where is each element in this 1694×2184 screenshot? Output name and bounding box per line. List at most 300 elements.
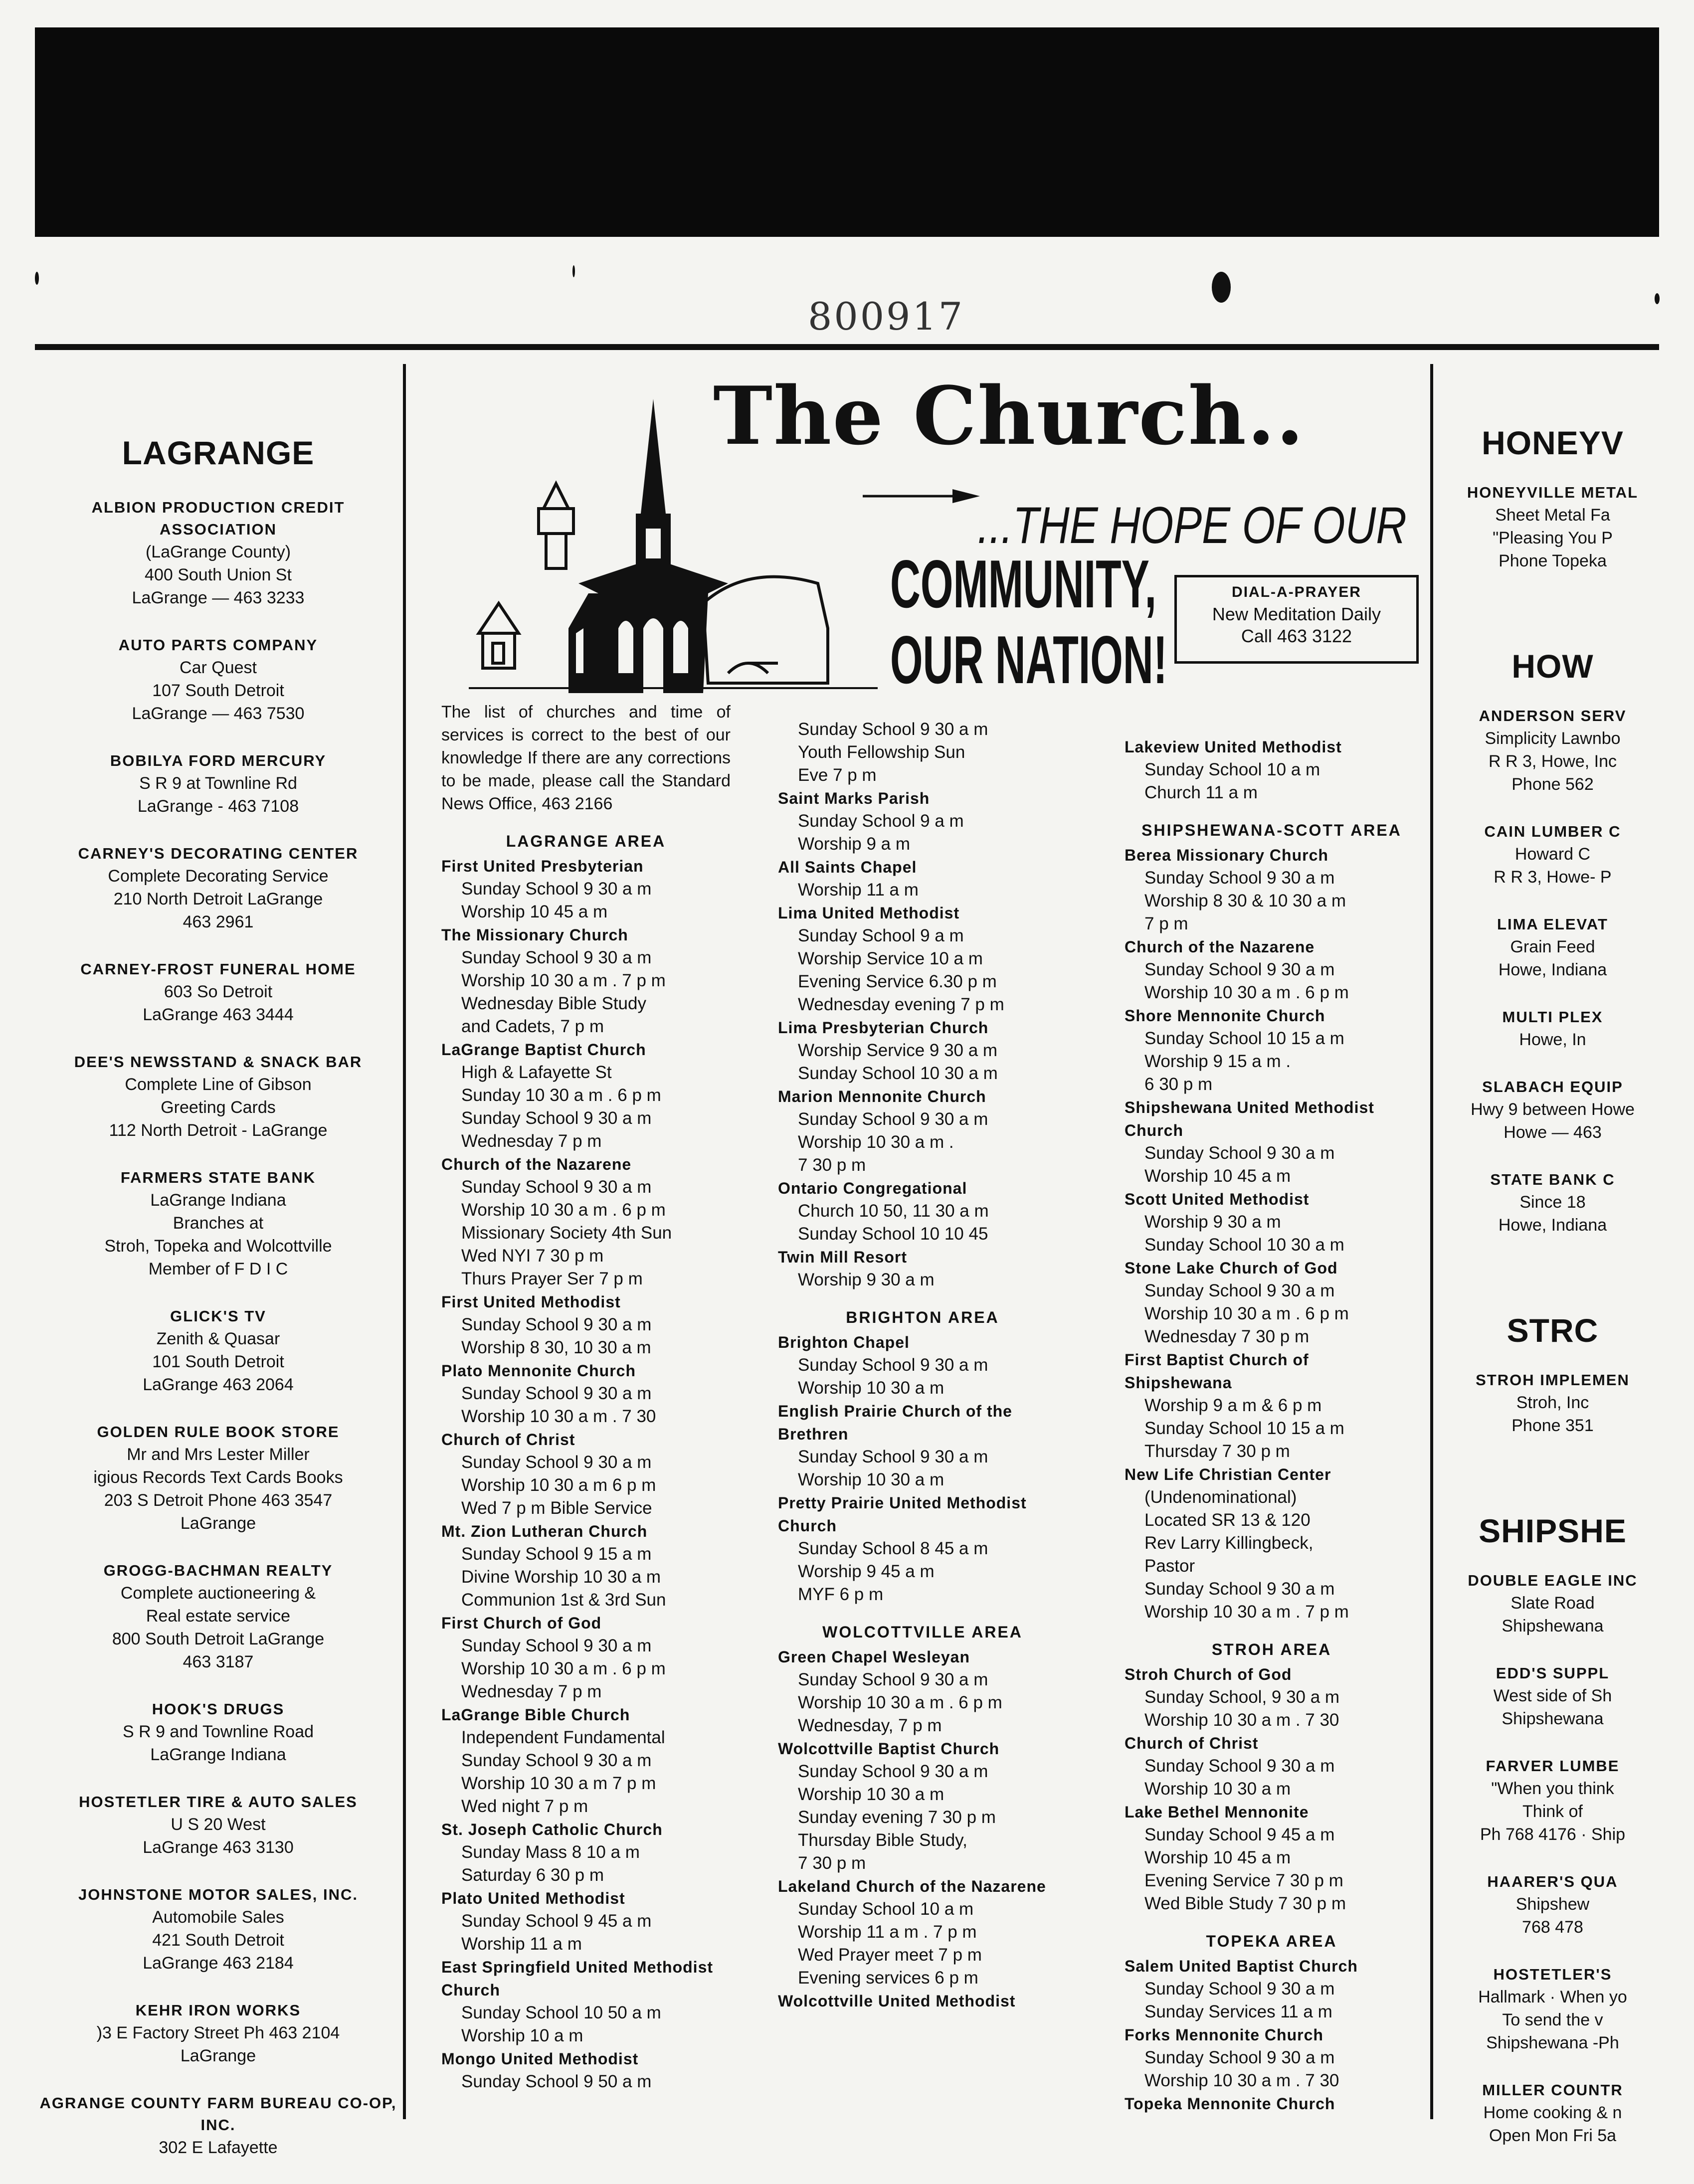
service-time: Wed Bible Study 7 30 p m [1144,1894,1346,1913]
service-time: Worship 10 30 a m [798,1470,944,1489]
church-entry [1125,1004,1419,1096]
business-name: LIMA ELEVAT [1497,915,1608,933]
business-listing [35,843,401,933]
business-name: CARNEY-FROST FUNERAL HOME [80,960,356,978]
church-entry [1125,1188,1419,1257]
business-name: AGRANGE COUNTY FARM BUREAU CO-OP, INC. [39,2094,397,2134]
service-time: Sunday School 9 30 a m [1144,868,1335,888]
town-heading: HONEYV [1482,424,1624,461]
service-time: Church 11 a m [1144,783,1258,802]
service-time: Sunday School 9 30 a m [1144,1143,1335,1163]
service-time: Sunday Services 11 a m [1144,2002,1332,2021]
town-heading: STRC [1506,1312,1599,1349]
business-detail: 421 South Detroit [152,1931,284,1950]
church-entry [1125,1096,1419,1188]
church-entry [441,1290,731,1359]
business-listing [35,1560,401,1673]
service-time: Sunday School 9 a m [798,926,964,945]
service-time: Evening Service 7 30 p m [1144,1871,1343,1890]
business-name: STROH IMPLEMEN [1476,1371,1630,1389]
church-name: Church of Christ [1125,1734,1259,1752]
service-time: Worship 9 a m [798,834,910,854]
service-time: Wed night 7 p m [461,1797,588,1816]
business-name: HOSTETLER'S [1493,1966,1612,1983]
business-detail: Complete Decorating Service [108,867,329,886]
business-detail: Hallmark · When yo [1478,1988,1627,2006]
business-name: HAARER'S QUA [1487,1873,1618,1890]
service-time: Worship 9 15 a m . [1144,1052,1291,1071]
business-detail: 210 North Detroit LaGrange [113,890,323,909]
business-listing [35,1698,401,1766]
service-time: Worship 9 30 a m [1144,1212,1281,1232]
service-time: Worship 10 30 a m . 7 30 [1144,1710,1339,1730]
business-detail: 463 2961 [183,912,254,931]
service-time: Sunday School 10 10 45 [798,1224,988,1244]
service-time: High & Lafayette St [461,1063,612,1082]
listing-column-2 [778,718,1067,2117]
church-entry [778,1331,1067,1400]
church-name: Stone Lake Church of God [1125,1259,1338,1277]
business-detail: igious Records Text Cards Books [93,1468,343,1487]
town-heading: LAGRANGE [122,434,315,471]
business-detail: LaGrange 463 3444 [143,1005,294,1024]
service-time: Sunday Mass 8 10 a m [461,1842,640,1862]
church-entry [441,1359,731,1428]
service-time: Saturday 6 30 p m [461,1865,604,1885]
area-heading: TOPEKA AREA [1206,1932,1337,1950]
church-name: Saint Marks Parish [778,789,930,807]
service-time: Worship 10 45 a m [1144,1166,1291,1186]
service-time: Located SR 13 & 120 [1144,1510,1311,1530]
area-heading: SHIPSHEWANA-SCOTT AREA [1141,821,1402,839]
business-name: AUTO PARTS COMPANY [118,636,318,654]
church-name: Church of the Nazarene [1125,938,1315,956]
church-name: Twin Mill Resort [778,1248,907,1266]
church-name: New Life Christian Center [1125,1465,1331,1483]
business-detail: Ph 768 4176 · Ship [1480,1825,1626,1844]
business-name: MILLER COUNTR [1482,2081,1623,2099]
service-time: Sunday School 9 30 a m [1144,2048,1335,2067]
church-entry [1125,1463,1419,1624]
business-detail: (LaGrange County) [145,543,291,561]
business-listing [35,1051,401,1142]
business-detail: LaGrange [180,2046,256,2065]
business-name: STATE BANK C [1490,1171,1615,1188]
service-time: Thurs Prayer Ser 7 p m [461,1269,643,1288]
church-name: LaGrange Baptist Church [441,1041,646,1059]
dial-a-prayer-box [1174,575,1419,664]
service-time: Worship Service 9 30 a m [798,1041,998,1060]
left-sidebar [35,349,401,2184]
business-detail: Howe — 463 [1504,1123,1602,1142]
service-time: Wednesday 7 p m [461,1682,602,1701]
business-detail: Shipshewana -Ph [1486,2033,1619,2052]
business-name: DOUBLE EAGLE INC [1468,1572,1638,1589]
church-name: Shore Mennonite Church [1125,1007,1325,1025]
service-time: Sunday School 9 30 a m [461,879,652,899]
business-detail: R R 3, Howe- P [1494,868,1612,887]
business-detail: Member of F D I C [148,1260,288,1278]
service-time: Communion 1st & 3rd Sun [461,1590,666,1610]
church-name: Lima United Methodist [778,904,960,922]
service-time: Sunday School 9 30 a m [1144,1756,1335,1776]
service-time: Evening services 6 p m [798,1968,978,1988]
business-detail: 768 478 [1522,1918,1583,1937]
church-name: First Baptist Church of Shipshewana [1125,1351,1309,1392]
church-name: Lakeview United Methodist [1125,738,1342,756]
business-detail: R R 3, Howe, Inc [1489,752,1617,771]
business-detail: Phone Topeka [1499,551,1607,570]
speck-mark [1655,293,1660,304]
service-time: Worship 10 30 a m . 6 p m [798,1693,1002,1712]
business-detail: Think of [1522,1802,1583,1821]
service-time: Worship 10 30 a m . 7 p m [461,971,666,990]
service-time: 7 p m [1144,914,1188,933]
service-time: Worship 10 30 a m [1144,1779,1291,1799]
church-name: Church of Christ [441,1431,575,1449]
service-time: Worship 10 30 a m . 6 p m [1144,983,1349,1002]
service-time: Sunday School 10 15 a m [1144,1419,1344,1438]
service-time: Wednesday 7 p m [461,1131,602,1151]
church-name: First United Presbyterian [441,857,644,875]
service-time: Divine Worship 10 30 a m [461,1567,661,1587]
business-listing [1446,705,1659,796]
service-time: Worship 10 30 a m [798,1378,944,1398]
service-time: Sunday School 9 30 a m [461,1315,652,1334]
service-time: Sunday School 9 30 a m [461,1384,652,1403]
business-detail: Howe, Indiana [1498,1216,1607,1235]
business-detail: Zenith & Quasar [156,1329,280,1348]
church-name: Stroh Church of God [1125,1665,1292,1683]
dial-a-prayer-phone: Call 463 3122 [1241,626,1352,646]
church-entry [778,787,1067,856]
business-detail: 603 So Detroit [164,982,273,1001]
church-name: Church of the Nazarene [441,1155,632,1173]
speck-mark [35,272,39,285]
business-listing [1446,1076,1659,1144]
service-time: Sunday School 9 45 a m [461,1911,652,1931]
church-entry [778,902,1067,1016]
business-listing [35,1791,401,1859]
right-sidebar [1446,349,1659,2172]
business-detail: LaGrange [180,1514,256,1533]
arrow-right-icon [863,486,982,506]
business-listing [35,1421,401,1535]
business-detail: )3 E Factory Street Ph 463 2104 [96,2023,340,2042]
service-time: Sunday School 9 30 a m [798,720,988,739]
church-name: Ontario Congregational [778,1179,967,1197]
business-name: HONEYVILLE METAL [1467,484,1639,501]
service-time: Wednesday evening 7 p m [798,995,1004,1014]
service-time: Thursday Bible Study, [798,1830,967,1850]
service-time: Sunday School 10 a m [1144,760,1320,779]
service-time: Worship Service 10 a m [798,949,983,968]
town-heading: SHIPSHE [1479,1512,1627,1549]
church-name: Lake Bethel Mennonite [1125,1803,1309,1821]
service-time: Worship 8 30 & 10 30 a m [1144,891,1346,910]
service-time: Church 10 50, 11 30 a m [798,1201,989,1221]
business-detail: Home cooking & n [1483,2103,1622,2122]
service-time: Sunday 10 30 a m . 6 p m [461,1086,661,1105]
church-entry [778,856,1067,902]
service-time: Worship 10 30 a m . 6 p m [461,1200,666,1220]
church-name: Wolcottville Baptist Church [778,1740,1000,1758]
business-detail: Howe, Indiana [1498,960,1607,979]
church-name: All Saints Chapel [778,858,917,876]
church-name: Mt. Zion Lutheran Church [441,1522,648,1540]
business-name: ANDERSON SERV [1479,707,1627,725]
service-time: Pastor [1144,1556,1195,1576]
service-time: Sunday School 9 30 a m [461,1108,652,1128]
service-time: Sunday School 9 30 a m [798,1762,988,1781]
business-name: FARVER LUMBE [1486,1757,1620,1775]
business-detail: Stroh, Topeka and Wolcottville [104,1237,332,1256]
header-subtitle: ...THE HOPE OF OUR [977,497,1407,554]
church-entry [1125,1801,1419,1915]
church-name: Plato United Methodist [441,1889,625,1907]
church-entry [1125,1348,1419,1463]
church-entry [778,1400,1067,1491]
business-detail: LaGrange 463 2184 [143,1954,294,1973]
business-detail: 203 S Detroit Phone 463 3547 [104,1491,333,1510]
church-entry [778,1016,1067,1085]
business-name: CARNEY'S DECORATING CENTER [78,845,359,862]
service-time: Sunday School 9 30 a m [461,1636,652,1655]
church-name: Plato Mennonite Church [441,1362,636,1380]
business-detail: LaGrange 463 3130 [143,1838,294,1857]
service-time: Youth Fellowship Sun [798,742,965,762]
service-time: and Cadets, 7 p m [461,1017,604,1036]
service-time: Sunday School 9 30 a m [798,1109,988,1129]
business-detail: Car Quest [180,658,257,677]
service-time: Wed 7 p m Bible Service [461,1498,652,1518]
service-time: Worship 9 30 a m [798,1270,935,1289]
service-time: Sunday School 9 30 a m [1144,1281,1335,1300]
service-time: Sunday School 8 45 a m [798,1539,988,1558]
business-detail: Shipshew [1515,1895,1590,1914]
area-heading: WOLCOTTVILLE AREA [822,1623,1023,1641]
business-listing [1446,1755,1659,1846]
service-time: Wednesday, 7 p m [798,1716,942,1735]
service-time: Worship 10 30 a m . 6 p m [1144,1304,1349,1323]
business-detail: Greeting Cards [161,1098,276,1117]
business-detail: "When you think [1491,1779,1614,1798]
service-time: Sunday School 9 30 a m [798,1447,988,1466]
business-detail: Shipshewana [1502,1709,1604,1728]
service-time: Eve 7 p m [798,765,877,785]
business-listing [1446,1570,1659,1638]
church-entry [441,1887,731,1956]
church-name: Shipshewana United Methodist Church [1125,1098,1374,1139]
business-detail: Sheet Metal Fa [1495,506,1610,525]
business-detail: Grain Feed [1510,937,1595,956]
church-entry [441,1038,731,1153]
church-name: First Church of God [441,1614,602,1632]
business-detail: Branches at [173,1214,264,1233]
church-entry [778,1085,1067,1177]
business-listing [1446,1369,1659,1437]
church-entry [441,1153,731,1290]
business-detail: 302 E Lafayette [159,2138,278,2157]
business-detail: Howe, In [1519,1030,1586,1049]
church-entry [778,1246,1067,1291]
business-detail: 112 North Detroit - LaGrange [109,1121,328,1140]
business-listing [35,958,401,1026]
service-time: Sunday School 9 a m [798,811,964,831]
church-name: Berea Missionary Church [1125,846,1328,864]
area-heading: STROH AREA [1211,1640,1332,1658]
business-detail: Shipshewana [1502,1617,1604,1636]
church-name: Salem United Baptist Church [1125,1957,1358,1975]
service-time: Wed NYI 7 30 p m [461,1246,604,1266]
service-time: Sunday School 9 30 a m [461,1453,652,1472]
church-entry [778,1491,1067,1606]
service-time: Worship 11 a m [461,1934,582,1954]
service-time: Sunday School 9 50 a m [461,2072,652,2091]
service-time: Worship 10 30 a m . [798,1132,954,1152]
church-name: Lakeland Church of the Nazarene [778,1877,1046,1895]
service-time: Worship 11 a m [798,880,919,900]
business-detail: 800 South Detroit LaGrange [112,1630,325,1648]
service-time: Independent Fundamental [461,1728,665,1747]
page-title: The Church.. [713,369,1305,463]
business-name: BOBILYA FORD MERCURY [110,752,327,769]
church-name: English Prairie Church of the Brethren [778,1402,1012,1443]
town-heading: HOW [1511,648,1594,685]
business-detail: Mr and Mrs Lester Miller [127,1445,310,1464]
business-detail: LaGrange Indiana [150,1745,286,1764]
business-name: DEE'S NEWSSTAND & SNACK BAR [74,1053,363,1071]
service-time: Sunday School 9 15 a m [461,1544,652,1564]
speck-mark [572,265,575,277]
service-time: Sunday School 9 30 a m [461,1177,652,1197]
service-time: Thursday 7 30 p m [1144,1442,1290,1461]
business-detail: Slate Road [1510,1594,1595,1613]
business-detail: 400 South Union St [145,565,292,584]
service-time: Sunday School 9 30 a m [461,1751,652,1770]
column-divider [403,364,406,2119]
business-detail: S R 9 and Townline Road [122,1722,314,1741]
business-listing [35,750,401,818]
church-entry [441,923,731,1038]
church-entry [778,1737,1067,1875]
business-listing [1446,1662,1659,1730]
service-time: Worship 10 30 a m . 7 30 [1144,2071,1339,2090]
service-time: Worship 10 30 a m 7 p m [461,1774,656,1793]
business-listing [1446,482,1659,572]
service-time: Evening Service 6.30 p m [798,972,997,991]
service-time: Worship 9 a m & 6 p m [1144,1396,1322,1415]
service-time: Sunday School 10 50 a m [461,2003,661,2022]
dial-a-prayer-line: New Meditation Daily [1212,604,1381,624]
business-name: FARMERS STATE BANK [120,1169,316,1186]
service-time: Rev Larry Killingbeck, [1144,1533,1314,1553]
church-entry [441,2047,731,2093]
service-time: Worship 9 45 a m [798,1562,935,1581]
dial-a-prayer-title: DIAL-A-PRAYER [1232,584,1361,600]
service-time: Sunday School 9 30 a m [1144,1979,1335,1999]
business-detail: West side of Sh [1493,1686,1612,1705]
service-time: Sunday School 9 30 a m [1144,1579,1335,1599]
service-time: Worship 10 a m [461,2026,583,2045]
business-listing [1446,1006,1659,1051]
church-entry [778,1177,1067,1246]
church-name: St. Joseph Catholic Church [441,1820,663,1838]
business-listing [1446,913,1659,981]
service-time: Worship 10 45 a m [1144,1848,1291,1867]
church-name: East Springfield United Methodist Church [441,1958,714,1999]
church-name: Lima Presbyterian Church [778,1019,989,1037]
service-time: Sunday evening 7 30 p m [798,1808,996,1827]
business-detail: Stroh, Inc [1516,1393,1589,1412]
listing-column-1 [441,701,731,2117]
church-entry [441,1818,731,1887]
business-detail: Complete auctioneering & [120,1584,316,1603]
service-time: Worship 8 30, 10 30 a m [461,1338,651,1357]
business-listing [35,634,401,725]
area-heading: LAGRANGE AREA [506,832,666,850]
service-time: Sunday School 9 30 a m [461,948,652,967]
header-line-community: COMMUNITY, [890,546,1157,622]
business-detail: 463 3187 [183,1652,254,1671]
column-divider [1430,364,1433,2119]
service-time: Wednesday Bible Study [461,994,646,1013]
church-name: Green Chapel Wesleyan [778,1648,970,1666]
business-detail: Complete Line of Gibson [125,1075,312,1094]
church-name: Brighton Chapel [778,1333,910,1351]
church-entry [441,1956,731,2047]
business-detail: 101 South Detroit [152,1352,284,1371]
service-time: Sunday School 10 30 a m [1144,1235,1344,1255]
business-detail: Real estate service [146,1607,291,1626]
business-listing [35,1884,401,1975]
service-time: Sunday School 10 30 a m [798,1064,998,1083]
business-name: GLICK'S TV [170,1307,266,1325]
business-detail: Phone 562 [1511,775,1594,794]
church-entry [1125,1663,1419,1732]
service-time: MYF 6 p m [798,1585,884,1604]
business-name: CAIN LUMBER C [1484,823,1621,840]
business-detail: "Pleasing You P [1493,529,1613,547]
business-name: HOOK'S DRUGS [152,1700,285,1718]
church-name: Forks Mennonite Church [1125,2026,1323,2044]
business-detail: Howard C [1514,845,1591,864]
church-name: Topeka Mennonite Church [1125,2095,1335,2113]
listing-column-3 [1125,735,1419,2117]
church-name: LaGrange Bible Church [441,1706,630,1724]
listing-intro: The list of churches and time of services is correct to the best of our knowledge If there are any corrections to be made, please call the Standard News Office, 463 2166 [441,703,731,813]
service-time: Sunday School 9 30 a m [798,1355,988,1375]
church-name: Mongo United Methodist [441,2050,639,2068]
business-name: KEHR IRON WORKS [135,2002,301,2019]
service-time: Worship 11 a m . 7 p m [798,1922,977,1942]
business-detail: LaGrange — 463 3233 [132,588,305,607]
business-name: SLABACH EQUIP [1482,1078,1623,1095]
business-name: GROGG-BACHMAN REALTY [103,1562,333,1579]
church-entry [441,855,731,923]
ink-blot [1212,272,1231,303]
church-entry [778,1875,1067,1990]
business-detail: Since 18 [1519,1193,1586,1212]
area-heading: BRIGHTON AREA [846,1308,999,1326]
church-entry [778,1645,1067,1737]
business-listing [35,2000,401,2067]
church-entry [1125,2092,1419,2115]
church-name: Wolcottville United Methodist [778,1992,1016,2010]
business-name: MULTI PLEX [1502,1008,1603,1026]
business-detail: U S 20 West [171,1815,266,1834]
business-name: JOHNSTONE MOTOR SALES, INC. [78,1886,358,1903]
